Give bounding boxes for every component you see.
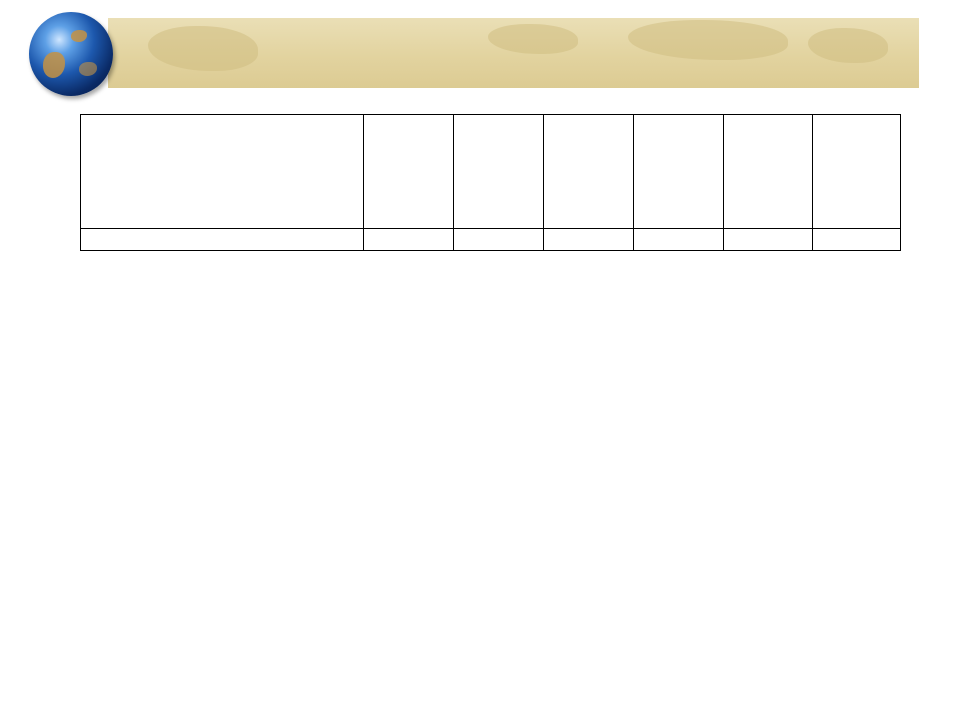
units-row: [81, 229, 901, 251]
unit-cell: [724, 229, 813, 251]
unit-cell: [813, 229, 901, 251]
units-cell-blank: [81, 229, 364, 251]
column-header-row: [81, 115, 901, 229]
factor-column-header: [81, 115, 364, 229]
title-banner: [108, 18, 919, 88]
column-header-unknown: [634, 115, 724, 229]
survey-results-table: [80, 114, 901, 251]
unit-cell: [454, 229, 544, 251]
unit-cell: [364, 229, 454, 251]
globe-icon: [29, 12, 113, 96]
column-header-decreased: [544, 115, 634, 229]
column-header-stayed: [454, 115, 544, 229]
unit-cell: [544, 229, 634, 251]
column-header-increased: [364, 115, 454, 229]
unit-cell: [634, 229, 724, 251]
column-header-responding: [813, 115, 901, 229]
column-header-not-apply: [724, 115, 813, 229]
